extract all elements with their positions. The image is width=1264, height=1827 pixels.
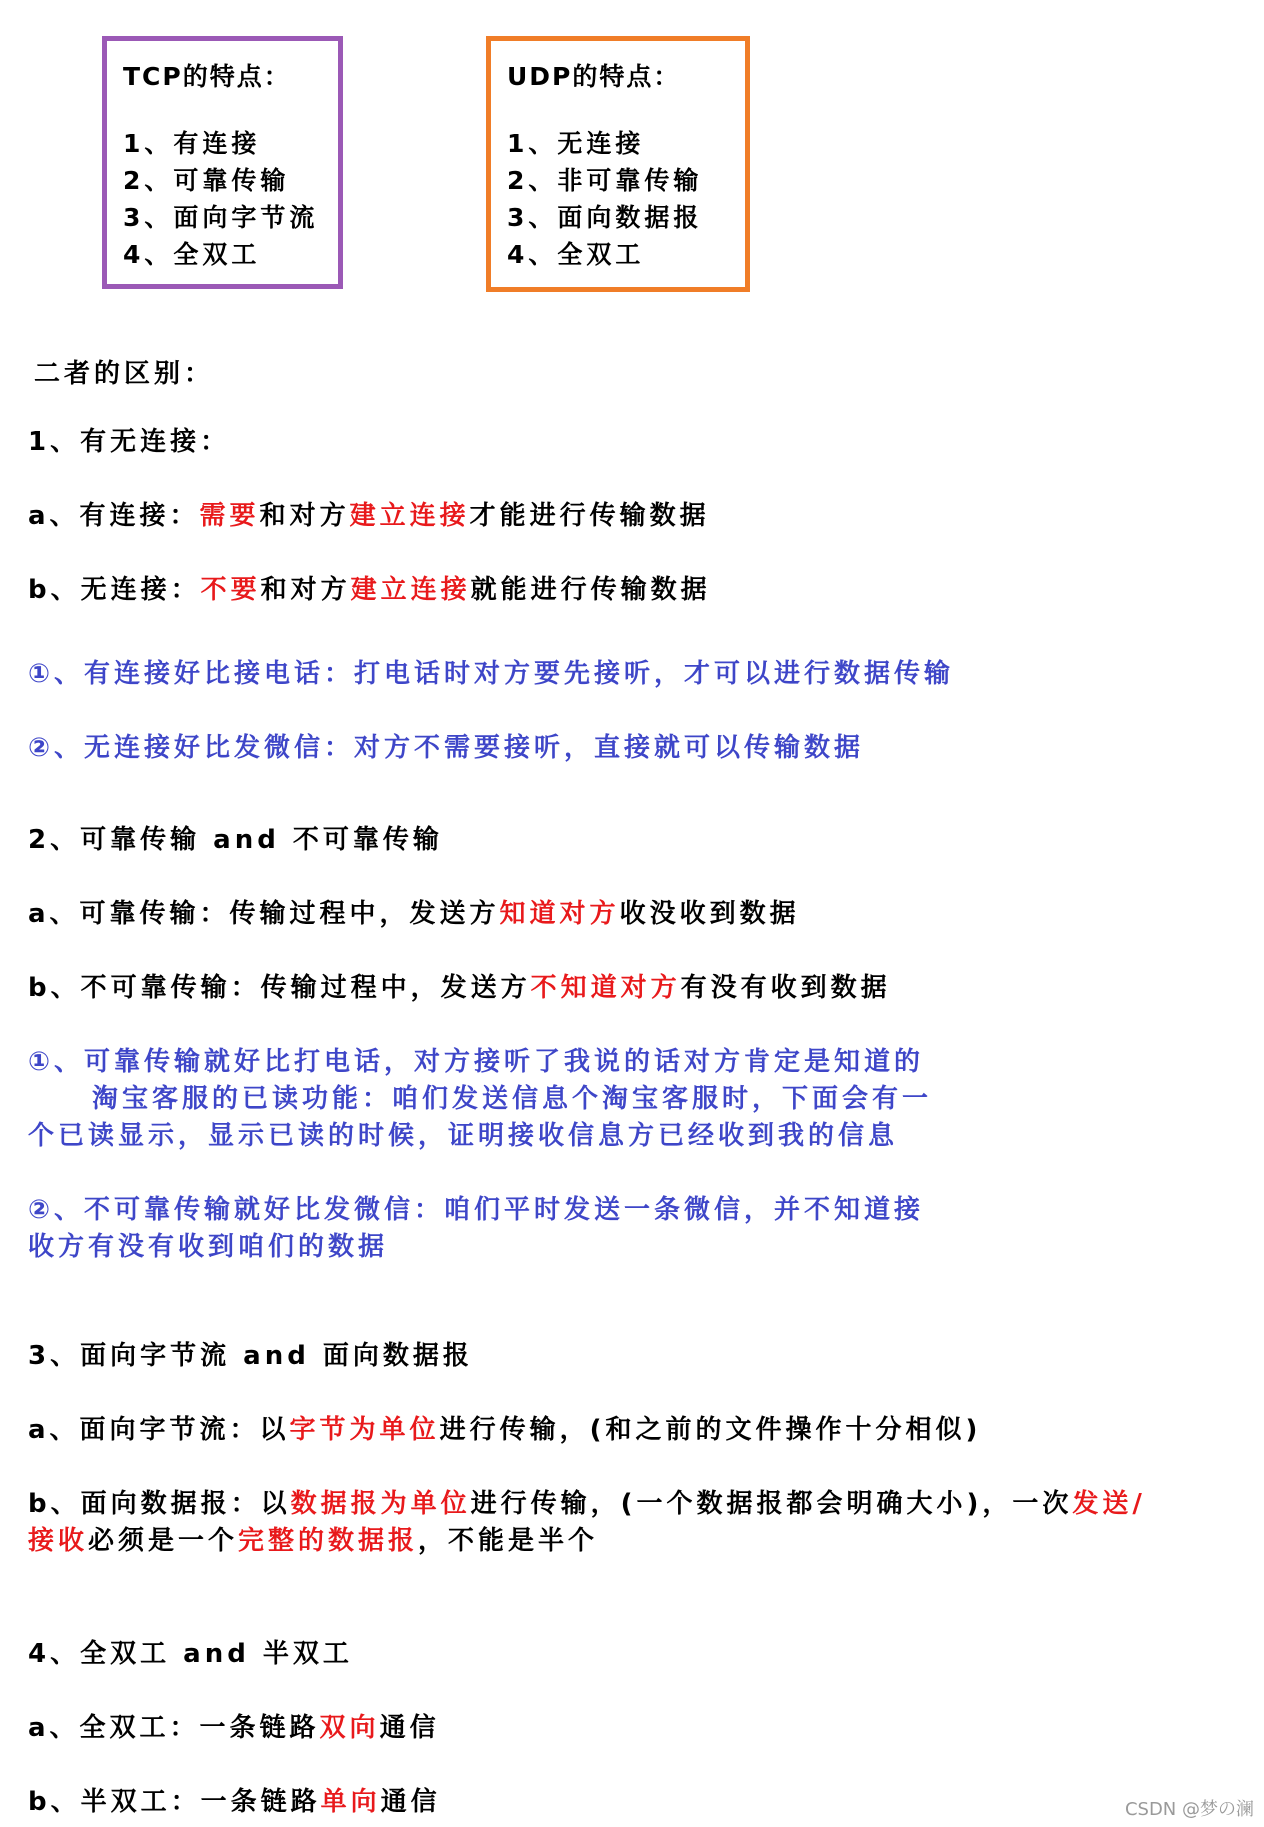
- udp-features-box: [486, 36, 750, 292]
- section2-item-a: a、可靠传输：传输过程中，发送方知道对方收没收到数据: [28, 899, 800, 929]
- section2-heading: 2、可靠传输 and 不可靠传输: [28, 825, 443, 855]
- tcp-feature-item: 3、面向字节流: [123, 203, 319, 232]
- section4-item-a: a、全双工：一条链路双向通信: [28, 1713, 440, 1743]
- tcp-features-title: TCP的特点：: [123, 62, 291, 91]
- tcp-feature-item: 4、全双工: [123, 240, 261, 269]
- section1-note1: ①、有连接好比接电话：打电话时对方要先接听，才可以进行数据传输: [28, 659, 955, 689]
- udp-feature-item: 1、无连接: [507, 129, 645, 158]
- section3-item-a: a、面向字节流：以字节为单位进行传输，(和之前的文件操作十分相似): [28, 1415, 982, 1445]
- section3-item-b-line2: 接收必须是一个完整的数据报，不能是半个: [28, 1526, 599, 1556]
- tcp-feature-item: 2、可靠传输: [123, 166, 290, 195]
- section2-note2: ②、不可靠传输就好比发微信：咱们平时发送一条微信，并不知道接 收方有没有收到咱们的数据: [28, 1195, 925, 1262]
- section1-item-b: b、无连接：不要和对方建立连接就能进行传输数据: [28, 575, 711, 605]
- udp-feature-item: 2、非可靠传输: [507, 166, 703, 195]
- section2-note1: ①、可靠传输就好比打电话，对方接听了我说的话对方肯定是知道的 淘宝客服的已读功能：咱们发送信息个淘宝客服时，下面会有一 个已读显示，显示已读的时候，证明接收信息方已经收到我的信息: [28, 1047, 933, 1151]
- section1-heading: 1、有无连接：: [28, 427, 231, 457]
- tcp-feature-item: 1、有连接: [123, 129, 261, 158]
- udp-feature-item: 3、面向数据报: [507, 203, 703, 232]
- section4-heading: 4、全双工 and 半双工: [28, 1639, 353, 1669]
- difference-heading: 二者的区别：: [34, 359, 215, 389]
- section4-item-b: b、半双工：一条链路单向通信: [28, 1787, 441, 1817]
- udp-feature-item: 4、全双工: [507, 240, 645, 269]
- section1-item-a: a、有连接：需要和对方建立连接才能进行传输数据: [28, 501, 710, 531]
- udp-features-title: UDP的特点：: [507, 62, 681, 91]
- tcp-features-box: [102, 36, 343, 289]
- watermark: CSDN @梦の澜: [1124, 1799, 1254, 1820]
- tcp-features-list: [123, 125, 318, 273]
- section1-note2: ②、无连接好比发微信：对方不需要接听，直接就可以传输数据: [28, 733, 865, 763]
- section3-item-b-line1: b、面向数据报：以数据报为单位进行传输，(一个数据报都会明确大小)，一次发送/: [28, 1489, 1146, 1519]
- section2-item-b: b、不可靠传输：传输过程中，发送方不知道对方有没有收到数据: [28, 973, 891, 1003]
- section3-heading: 3、面向字节流 and 面向数据报: [28, 1341, 473, 1371]
- udp-features-list: [507, 125, 702, 273]
